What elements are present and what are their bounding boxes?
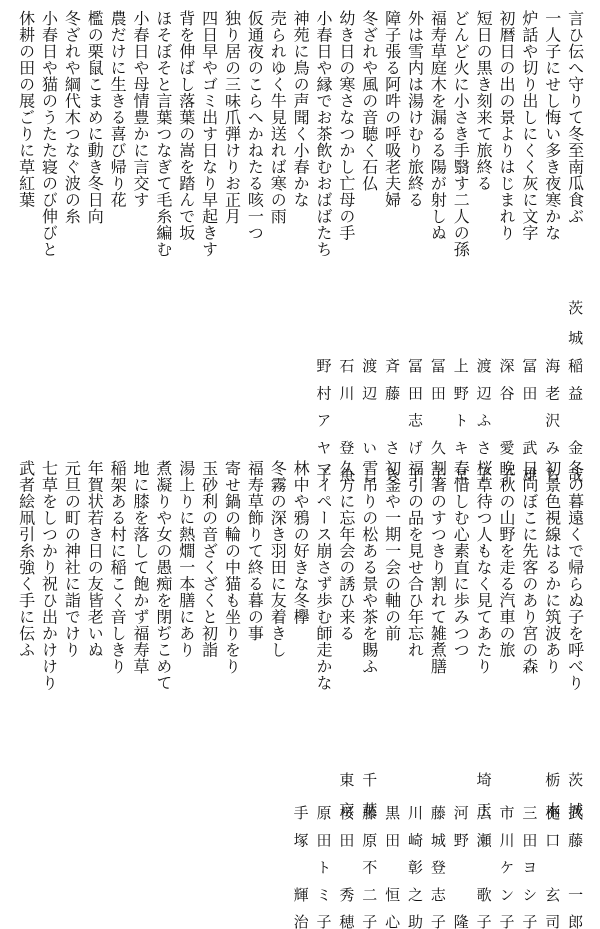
haiku-text: 福寿草庭木を漏るる陽が射しぬ xyxy=(428,10,448,241)
haiku-column xyxy=(83,10,106,438)
haiku-text: 短日の黒き刻来て旅終る xyxy=(474,10,494,192)
haiku-text: 檻の栗鼠こまめに動き冬日向 xyxy=(85,10,105,225)
haiku-text: 冬ざれや綱代木つなぐ波の糸 xyxy=(62,10,82,225)
haiku-text: 小春日や母情豊かに言交す xyxy=(130,10,150,208)
haiku-column xyxy=(540,460,563,929)
author-name: 桜田 秀穂 xyxy=(337,805,356,929)
haiku-text: 玉砂利の音ざくざくと初詣 xyxy=(199,460,219,658)
haiku-text: 冬ざれや風の音聴く石仏 xyxy=(359,10,379,192)
haiku-text: 売られゆく牛見送れば寒の雨 xyxy=(268,10,288,225)
haiku-column xyxy=(220,10,243,438)
haiku-column xyxy=(106,460,129,885)
haiku-text: 久方に忘年会の誘ひ来る xyxy=(336,460,356,642)
haiku-text: 独り居の三味爪弾けりお正月 xyxy=(222,10,242,225)
haiku-text: マイペース崩さず歩む師走かな xyxy=(313,460,333,691)
haiku-text: 寄せ鍋の輪の中猫も坐りをり xyxy=(222,460,242,675)
haiku-text: 冬の暮遠くで帰らぬ子を呼べり xyxy=(565,460,585,691)
haiku-column xyxy=(37,10,60,438)
haiku-text: 福寿草飾りて終る暮の事 xyxy=(245,460,265,642)
haiku-column xyxy=(426,460,449,929)
haiku-column xyxy=(380,10,403,482)
haiku-column xyxy=(357,10,380,482)
haiku-column xyxy=(220,460,243,885)
author-name: 野村アヤ子 xyxy=(314,358,333,482)
haiku-column xyxy=(289,460,312,929)
author-name: 広瀬 歌子 xyxy=(474,805,493,929)
haiku-text: どんど火に小さき手翳す二人の孫 xyxy=(451,10,471,258)
haiku-text: ほそぼそと言葉つなぎて毛糸編む xyxy=(153,10,173,258)
prefecture-label: 埼 玉 xyxy=(474,772,493,817)
haiku-text: 休耕の田の展ごりに草紅葉 xyxy=(16,10,36,208)
haiku-column xyxy=(151,460,174,885)
haiku-column xyxy=(129,10,152,438)
haiku-text: 炉話や切り出しにくく灰に文字 xyxy=(519,10,539,241)
haiku-text: 桜草待つ人もなく見てあたり xyxy=(474,460,494,675)
author-name: 冨田 武雄 xyxy=(520,358,539,482)
author-name: 武藤 一郎 xyxy=(566,805,585,929)
haiku-text: 年賀状若き日の友皆老いぬ xyxy=(85,460,105,658)
haiku-text: 湯上りに熱燗一本膳にあり xyxy=(176,460,196,658)
haiku-column xyxy=(403,10,426,482)
author-name: 渡辺 いし xyxy=(360,358,379,482)
haiku-column xyxy=(174,10,197,438)
haiku-column xyxy=(517,460,540,929)
haiku-column xyxy=(14,10,37,438)
haiku-column xyxy=(243,10,266,438)
haiku-column xyxy=(563,460,586,929)
haiku-column xyxy=(83,460,106,885)
top-haiku-block xyxy=(14,10,586,482)
haiku-text: 初釜や一期一会の軸の前 xyxy=(382,460,402,642)
author-name: 斉藤 さき xyxy=(383,358,402,482)
author-name: 稲益 金哉 xyxy=(566,358,585,482)
haiku-text: 雪吊りの松ある景や茶を賜ふ xyxy=(359,460,379,675)
prefecture-label: 茨 城 xyxy=(566,772,585,817)
author-name: 海老沢みち xyxy=(543,358,562,482)
haiku-column xyxy=(495,460,518,929)
haiku-column xyxy=(426,10,449,482)
haiku-text: 一人子にせし悔い多き夜寒かな xyxy=(542,10,562,241)
bottom-haiku-block xyxy=(14,460,586,929)
haiku-column xyxy=(14,460,37,885)
haiku-text: 割箸のすつきり割れて雑煮膳 xyxy=(428,460,448,675)
haiku-text: 春惜しむ心素直に歩みつつ xyxy=(451,460,471,658)
prefecture-label: 茨 城 xyxy=(566,300,585,345)
haiku-text: 初暦日の出の景よりはじまれり xyxy=(496,10,516,241)
haiku-text: 日向ぼこに先客のあり宮の森 xyxy=(519,460,539,675)
haiku-column xyxy=(403,460,426,929)
haiku-text: 冬霧の深き羽田に友着きし xyxy=(268,460,288,658)
haiku-column xyxy=(449,10,472,482)
author-name: 冨田志げ子 xyxy=(405,358,424,482)
author-name: 冨田 久子 xyxy=(428,358,447,482)
prefecture-label: 千 葉 xyxy=(360,772,379,817)
author-name: 手塚 輝治 xyxy=(291,805,310,929)
haiku-text: 稲架ある村に稲こく音しきり xyxy=(108,460,128,675)
haiku-text: 四日早やゴミ出す日なり早起きす xyxy=(199,10,219,258)
haiku-text: 林中や鴉の好きな冬欅 xyxy=(291,460,311,625)
haiku-text: 福引の品を見せ合ひ年忘れ xyxy=(405,460,425,658)
haiku-column xyxy=(289,10,312,438)
haiku-text: 仮通夜のこらへかねたる咳一つ xyxy=(245,10,265,241)
haiku-column xyxy=(334,10,357,482)
haiku-column xyxy=(380,460,403,929)
author-name: 原田トミ子 xyxy=(314,805,333,929)
haiku-column xyxy=(563,10,586,482)
author-name: 市川ケン子 xyxy=(497,805,516,929)
haiku-column xyxy=(60,460,83,885)
haiku-column xyxy=(472,10,495,482)
author-name: 渡辺ふさ子 xyxy=(474,358,493,482)
haiku-text: 小春日や縁でお茶飲むおばばたち xyxy=(313,10,333,258)
haiku-text: 神苑に鳥の声聞く小春かな xyxy=(291,10,311,208)
haiku-column xyxy=(357,460,380,929)
author-name: 深谷 愛子 xyxy=(497,358,516,482)
haiku-text: 元旦の町の神社に詣でけり xyxy=(62,460,82,658)
prefecture-label: 栃 木 xyxy=(543,772,562,817)
haiku-text: 七草をしつかり祝ひ出かけけり xyxy=(39,460,59,691)
author-name: 藤原不二子 xyxy=(360,805,379,929)
haiku-text: 煮凝りや女の愚痴を閉ぢこめて xyxy=(153,460,173,691)
haiku-text: 外は雪内は湯けむり旅終る xyxy=(405,10,425,208)
haiku-column xyxy=(540,10,563,482)
haiku-text: 障子張る阿吽の呼吸老夫婦 xyxy=(382,10,402,208)
haiku-column xyxy=(60,10,83,438)
haiku-text: 晩秋の山野を走る汽車の旅 xyxy=(496,460,516,658)
haiku-column xyxy=(266,460,289,885)
haiku-text: 初景色視線はるかに筑波あり xyxy=(542,460,562,675)
haiku-column xyxy=(174,460,197,885)
haiku-column xyxy=(312,460,335,929)
prefecture-label: 東 京 xyxy=(337,772,356,817)
haiku-column xyxy=(472,460,495,929)
haiku-column xyxy=(266,10,289,438)
author-name: 樋口 玄司 xyxy=(543,805,562,929)
haiku-column xyxy=(106,10,129,438)
haiku-column xyxy=(495,10,518,482)
author-name: 上野トキヱ xyxy=(451,358,470,482)
haiku-text: 幼き日の寒さなつかし亡母の手 xyxy=(336,10,356,241)
haiku-column xyxy=(129,460,152,885)
haiku-column xyxy=(449,460,472,929)
haiku-column xyxy=(243,460,266,885)
haiku-column xyxy=(312,10,335,482)
haiku-text: 武者絵凧引糸強く手に伝ふ xyxy=(16,460,36,658)
haiku-column xyxy=(151,10,174,438)
haiku-column xyxy=(197,10,220,438)
haiku-text: 背を伸ばし落葉の嵩を踏んで坂 xyxy=(176,10,196,241)
haiku-text: 小春日や猫のうたた寝のび伸びと xyxy=(39,10,59,258)
haiku-column xyxy=(37,460,60,885)
author-name: 川崎彰之助 xyxy=(405,805,424,929)
author-name: 黒田 恒心 xyxy=(383,805,402,929)
author-name: 河野 隆 xyxy=(451,805,470,929)
haiku-text: 言ひ伝へ守りて冬至南瓜食ぶ xyxy=(565,10,585,225)
haiku-column xyxy=(197,460,220,885)
author-name: 藤城登志子 xyxy=(428,805,447,929)
haiku-column xyxy=(517,10,540,482)
author-name: 石川 登魚 xyxy=(337,358,356,482)
author-name: 三田ヨシ子 xyxy=(520,805,539,929)
haiku-text: 農だけに生きる喜び帰り花 xyxy=(108,10,128,208)
haiku-text: 地に膝を落して飽かず福寿草 xyxy=(130,460,150,675)
haiku-column xyxy=(334,460,357,929)
